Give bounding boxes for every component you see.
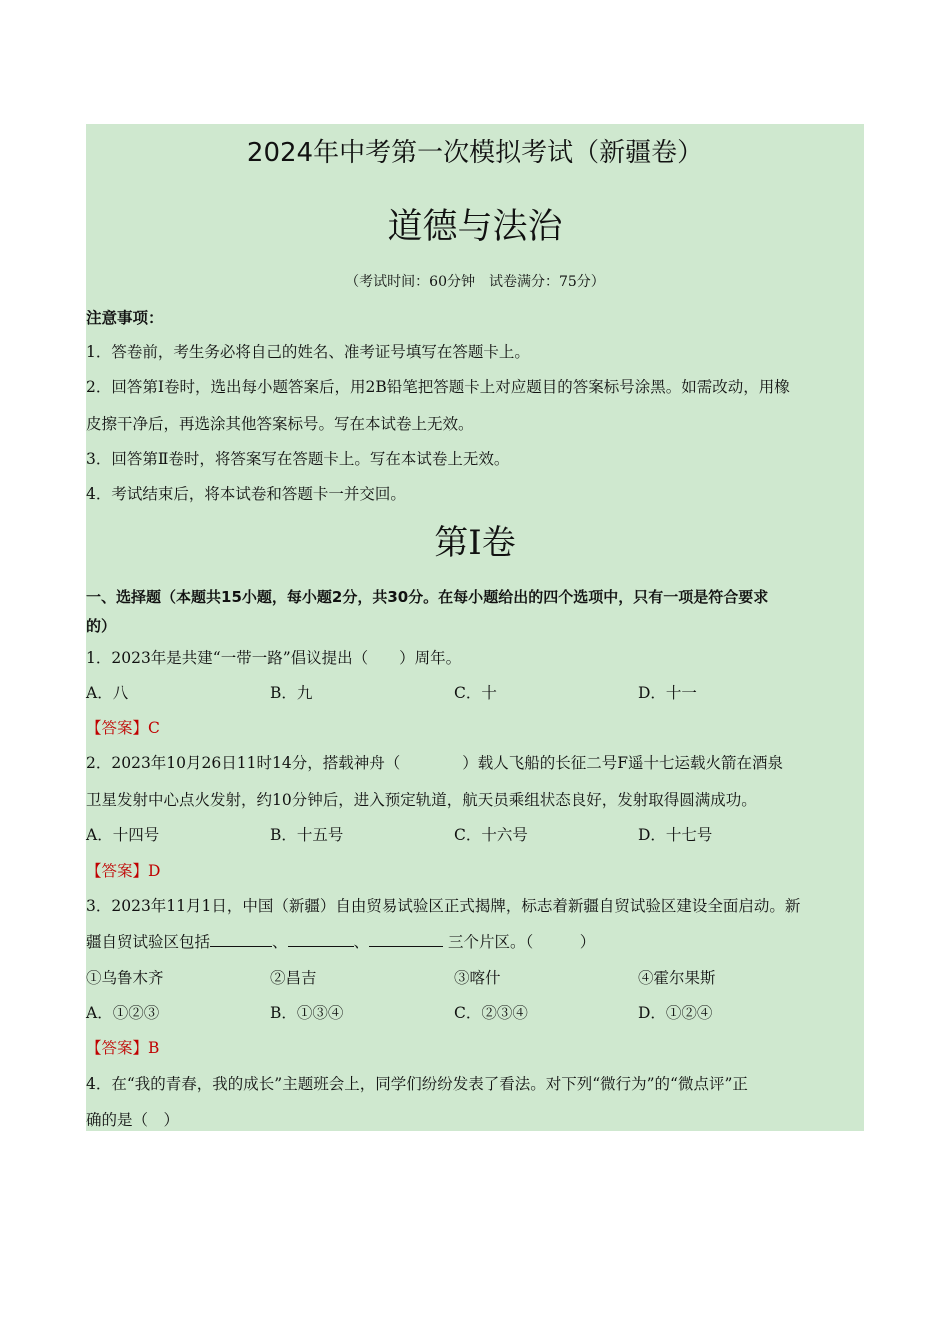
section-heading-cont: 的） <box>86 617 117 635</box>
stem-text: 、 <box>272 933 288 951</box>
exam-title: 2024年中考第一次模拟考试（新疆卷） <box>246 138 704 168</box>
stem-text: 三个片区。（ ） <box>443 933 596 951</box>
question-stem-blanks <box>86 932 595 952</box>
question-stem: 1．2023年是共建“一带一路”倡议提出（ ）周年。 <box>86 649 462 667</box>
answer-line <box>86 718 160 738</box>
section-heading: 一、选择题（本题共15小题，每小题2分，共30分。在每小题给出的四个选项中，只有一项是符合要求 <box>86 588 769 606</box>
exam-info: （考试时间：60分钟 试卷满分：75分） <box>345 274 605 290</box>
option-a: A．①②③ <box>86 1004 160 1022</box>
option-a: A．八 <box>86 684 129 702</box>
answer-label: 【答案】 <box>86 719 149 737</box>
note-item: 皮擦干净后，再选涂其他答案标号。写在本试卷上无效。 <box>86 415 474 433</box>
answer-line <box>86 861 160 881</box>
question-stem: 3．2023年11月1日，中国（新疆）自由贸易试验区正式揭牌，标志着新疆自贸试验区建设全面启动。新 <box>86 897 801 915</box>
option-c: C．十六号 <box>454 826 528 844</box>
choice-item: ④霍尔果斯 <box>638 969 716 987</box>
answer-label: 【答案】 <box>86 862 149 880</box>
question-stem: 4．在“我的青春，我的成长”主题班会上，同学们纷纷发表了看法。对下列“微行为”的“微点评”正 <box>86 1075 748 1093</box>
option-c: C．②③④ <box>454 1004 528 1022</box>
volume-title: 第Ⅰ卷 <box>434 523 516 563</box>
option-b: B．①③④ <box>270 1004 344 1022</box>
answer-value: C <box>148 719 160 737</box>
option-d: D．十一 <box>638 684 697 702</box>
fill-blank <box>210 932 272 947</box>
note-item: 3．回答第Ⅱ卷时，将答案写在答题卡上。写在本试卷上无效。 <box>86 450 510 468</box>
fill-blank <box>369 932 443 947</box>
option-b: B．十五号 <box>270 826 344 844</box>
answer-value: D <box>148 862 161 880</box>
fill-blank <box>288 932 354 947</box>
stem-text: 、 <box>353 933 370 951</box>
option-d: D．①②④ <box>638 1004 713 1022</box>
answer-line <box>86 1038 159 1058</box>
choice-item: ③喀什 <box>454 969 501 987</box>
note-item: 1．答卷前，考生务必将自己的姓名、准考证号填写在答题卡上。 <box>86 343 530 361</box>
option-d: D．十七号 <box>638 826 713 844</box>
option-a: A．十四号 <box>86 826 160 844</box>
choice-item: ①乌鲁木齐 <box>86 969 164 987</box>
subject-title: 道德与法治 <box>387 207 563 247</box>
answer-label: 【答案】 <box>86 1039 149 1057</box>
note-item: 4．考试结束后，将本试卷和答题卡一并交回。 <box>86 485 406 503</box>
question-stem: 2．2023年10月26日11时14分，搭载神舟（ ）载人飞船的长征二号F遥十七运载火箭在酒泉 <box>86 754 783 772</box>
note-item: 2．回答第Ⅰ卷时，选出每小题答案后，用2B铅笔把答题卡上对应题目的答案标号涂黑。如需改动，用橡 <box>86 378 790 396</box>
question-stem: 卫星发射中心点火发射，约10分钟后，进入预定轨道，航天员乘组状态良好，发射取得圆满成功。 <box>86 791 757 809</box>
question-stem: 确的是（ ） <box>86 1111 180 1129</box>
option-c: C．十 <box>454 684 497 702</box>
choice-item: ②昌吉 <box>270 969 317 987</box>
stem-text: 疆自贸试验区包括 <box>86 933 211 951</box>
notes-heading: 注意事项： <box>86 309 164 327</box>
answer-value: B <box>148 1039 160 1057</box>
option-b: B．九 <box>270 684 313 702</box>
